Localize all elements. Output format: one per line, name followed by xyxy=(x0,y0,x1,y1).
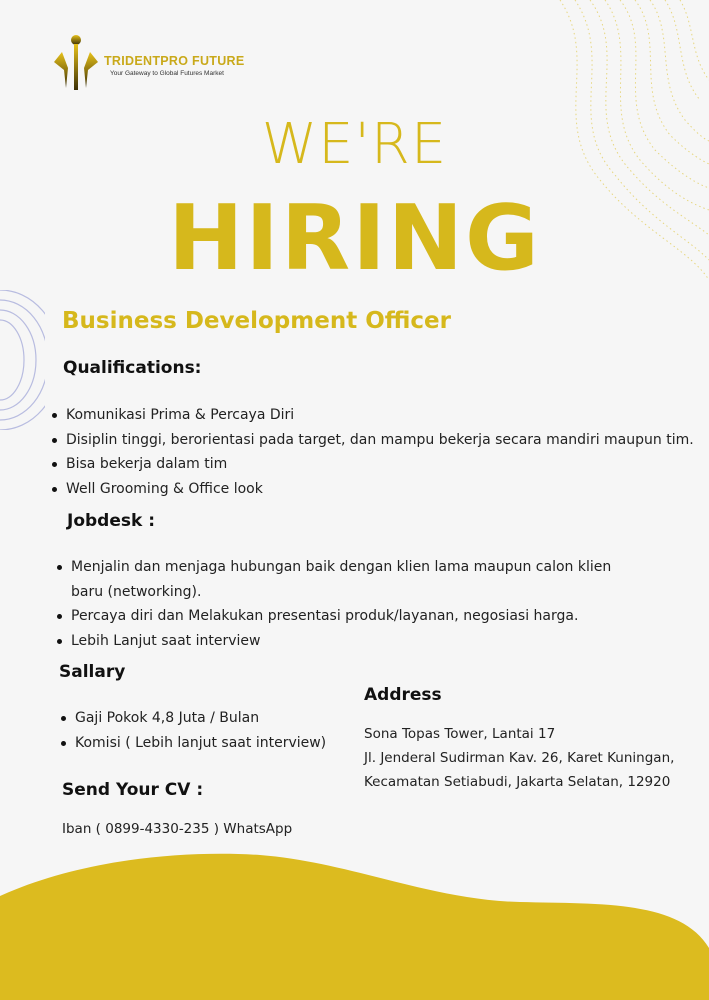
brand-tagline: Your Gateway to Global Futures Market xyxy=(110,70,224,77)
headline-were: WE'RE xyxy=(261,112,448,177)
position-title: Business Development Officer xyxy=(62,308,451,334)
list-item: Komisi ( Lebih lanjut saat interview) xyxy=(61,731,351,756)
qualifications-list xyxy=(52,403,702,501)
headline-hiring: HIRING xyxy=(168,186,541,291)
address-line: Jl. Jenderal Sudirman Kav. 26, Karet Kuningan, xyxy=(364,750,675,766)
jobdesk-heading: Jobdesk : xyxy=(67,511,156,531)
qualifications-heading: Qualifications: xyxy=(63,358,202,378)
salary-heading: Sallary xyxy=(59,662,126,682)
address-heading: Address xyxy=(364,685,442,705)
list-item: Gaji Pokok 4,8 Juta / Bulan xyxy=(61,706,351,731)
list-item: Percaya diri dan Melakukan presentasi produk/layanan, negosiasi harga. xyxy=(57,604,647,629)
list-item: Menjalin dan menjaga hubungan baik dengan klien lama maupun calon klien baru (networking). xyxy=(57,555,647,604)
cv-heading: Send Your CV : xyxy=(62,780,204,800)
list-item: Disiplin tinggi, berorientasi pada target, dan mampu bekerja secara mandiri maupun tim. xyxy=(52,428,702,453)
list-item: Well Grooming & Office look xyxy=(52,477,702,502)
jobdesk-list xyxy=(57,555,647,653)
salary-list xyxy=(61,706,351,755)
trident-logo-icon xyxy=(52,32,100,92)
yellow-wave-decoration xyxy=(0,840,709,1000)
list-item: Bisa bekerja dalam tim xyxy=(52,452,702,477)
cv-contact: Iban ( 0899-4330-235 ) WhatsApp xyxy=(62,821,293,837)
brand-name: TRIDENTPRO FUTURE xyxy=(104,54,245,68)
address-line: Kecamatan Setiabudi, Jakarta Selatan, 12920 xyxy=(364,774,671,790)
list-item: Lebih Lanjut saat interview xyxy=(57,629,647,654)
list-item: Komunikasi Prima & Percaya Diri xyxy=(52,403,702,428)
arc-lines-decoration xyxy=(0,290,45,430)
address-line: Sona Topas Tower, Lantai 17 xyxy=(364,726,556,742)
